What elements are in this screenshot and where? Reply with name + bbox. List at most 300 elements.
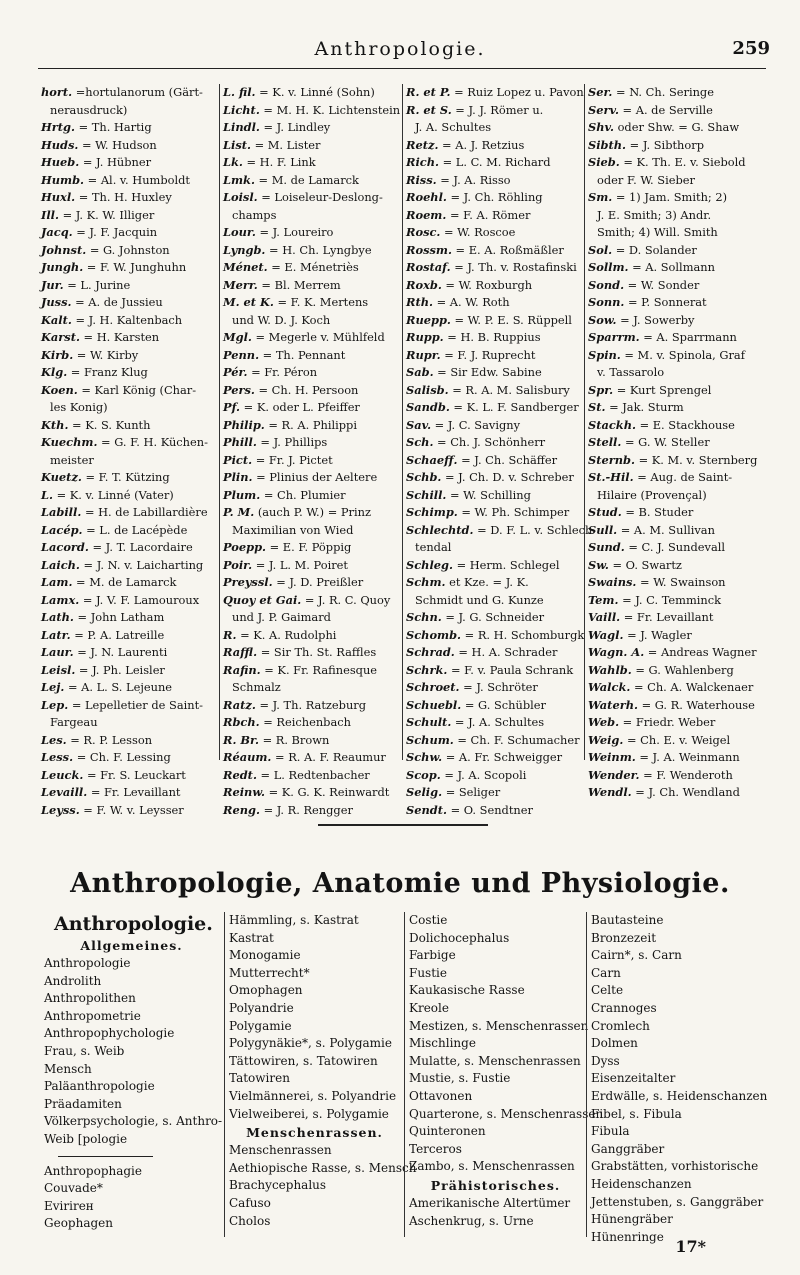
abbreviation-entry xyxy=(585,609,767,627)
abbreviation-key: Raffl. xyxy=(223,645,258,659)
abbreviation-entry xyxy=(220,277,402,295)
abbreviation-entry xyxy=(38,224,218,242)
abbreviation-expansion: = N. Ch. Seringe xyxy=(616,85,714,99)
abbreviation-expansion: = Ch. H. Persoon xyxy=(258,382,359,397)
abbreviation-entry xyxy=(38,172,218,190)
signature-mark: 17* xyxy=(675,1237,706,1256)
abbreviation-entry xyxy=(403,399,584,417)
abbreviation-entry xyxy=(220,592,402,610)
abbreviation-key: Salisb. xyxy=(406,382,449,397)
abbreviation-key: Vaill. xyxy=(588,610,621,624)
abbreviation-key: Leyss. xyxy=(41,802,80,817)
abbreviation-key: Réaum. xyxy=(223,750,272,764)
abbreviation-key: Sch. xyxy=(406,435,434,449)
abbreviation-key: Walck. xyxy=(588,680,631,694)
index-entry: Zambo, s. Menschenrassen xyxy=(409,1159,575,1174)
abbreviation-expansion: oder Shw. = G. Shaw xyxy=(617,120,740,134)
abbreviation-key: Preyssl. xyxy=(223,575,273,589)
abbreviation-expansion: = W. P. E. S. Rüppell xyxy=(454,312,572,327)
abbreviation-expansion: = J. A. Risso xyxy=(440,172,511,187)
abbreviation-entry xyxy=(220,329,402,347)
abbreviation-key: Jacq. xyxy=(41,225,73,239)
abbreviation-entry xyxy=(585,557,767,575)
abbreviation-entry xyxy=(220,767,402,785)
abbreviation-entry xyxy=(403,172,584,190)
abbreviation-expansion: = H. B. Ruppius xyxy=(447,330,541,344)
abbreviation-expansion: = J. Th. Ratzeburg xyxy=(259,697,367,712)
abbreviation-continuation: J. E. Smith; 3) Andr. xyxy=(597,207,712,222)
abbreviation-expansion: = R. Brown xyxy=(262,732,330,747)
abbreviation-entry xyxy=(585,294,767,312)
index-subheading: Allgemeines. xyxy=(80,938,183,953)
abbreviation-key: Kuechm. xyxy=(41,435,98,449)
abbreviation-entry xyxy=(38,802,218,820)
abbreviation-expansion: = J. C. Savigny xyxy=(434,417,521,432)
abbreviation-entry xyxy=(220,452,402,470)
abbreviation-entry xyxy=(220,802,402,820)
abbreviation-entry xyxy=(585,259,767,277)
index-entry: Cairn*, s. Carn xyxy=(591,948,682,963)
abbreviation-key: Schaeff. xyxy=(406,452,458,467)
abbreviation-expansion: = R. H. Schomburgk xyxy=(464,627,585,642)
abbreviation-key: Lej. xyxy=(41,680,65,694)
abbreviation-entry xyxy=(585,434,767,452)
abbreviation-key: Mgl. xyxy=(223,330,252,344)
abbreviation-entry xyxy=(585,574,767,592)
index-entry: Anthropologie xyxy=(44,956,131,970)
abbreviation-entry xyxy=(38,312,218,330)
abbreviation-entry xyxy=(38,609,218,627)
abbreviation-key: Reinw. xyxy=(223,785,265,799)
abbreviation-entry xyxy=(403,242,584,260)
abbreviation-expansion: = J. Schröter xyxy=(463,680,538,694)
index-entry: Carn xyxy=(591,965,621,980)
index-entry: Mensch xyxy=(44,1061,92,1076)
abbreviation-expansion: = Fr. Levaillant xyxy=(623,610,714,624)
abbreviation-expansion: = J. R. C. Quoy xyxy=(304,592,391,607)
abbreviation-expansion: = F. T. Kützing xyxy=(85,470,170,484)
abbreviation-expansion: = D. F. L. v. Schlech- xyxy=(477,522,597,537)
abbreviation-entry xyxy=(38,84,218,102)
abbreviation-key: Tem. xyxy=(588,592,619,607)
abbreviation-expansion: = Fr. Levaillant xyxy=(90,785,181,799)
abbreviation-expansion: = J. Ch. D. v. Schreber xyxy=(445,470,574,484)
abbreviation-expansion: = Lepelletier de Saint- xyxy=(71,697,204,712)
abbreviation-expansion: = F. J. Ruprecht xyxy=(444,347,536,362)
abbreviation-entry xyxy=(585,102,767,120)
abbreviation-entry xyxy=(38,434,218,452)
abbreviation-expansion: = K. G. K. Reinwardt xyxy=(268,785,390,799)
abbreviation-entry xyxy=(403,714,584,732)
abbreviation-key: Stackh. xyxy=(588,417,636,432)
abbreviation-entry xyxy=(585,382,767,400)
abbreviation-expansion: = Ch. F. Lessing xyxy=(76,750,171,764)
abbreviation-key: Laich. xyxy=(41,557,80,572)
abbreviation-key: Schill. xyxy=(406,487,447,502)
index-entry: Grabstätten, vorhistorische xyxy=(591,1159,759,1174)
abbreviation-expansion: = A. J. Retzius xyxy=(442,137,525,152)
index-entry: Cromlech xyxy=(591,1018,650,1033)
index-entry: Fustie xyxy=(409,965,447,980)
abbreviation-entry xyxy=(403,452,584,470)
abbreviation-entry xyxy=(585,644,767,662)
index-entry: Heidenschanzen xyxy=(591,1176,692,1191)
abbreviation-entry xyxy=(38,277,218,295)
abbreviation-entry xyxy=(403,294,584,312)
abbreviation-key: Huxl. xyxy=(41,190,76,204)
abbreviation-continuation: meister xyxy=(50,452,94,467)
abbreviation-key: L. xyxy=(41,487,53,502)
abbreviation-key: Lindl. xyxy=(223,120,260,134)
index-entry: Polyandrie xyxy=(229,1000,294,1015)
index-entry: Androlith xyxy=(44,973,102,988)
abbreviation-entry xyxy=(403,469,584,487)
abbreviation-key: Ser. xyxy=(588,85,613,99)
abbreviation-expansion: = Reichenbach xyxy=(263,715,351,729)
index-entry: Mischlinge xyxy=(409,1036,476,1051)
abbreviation-key: Pers. xyxy=(223,382,255,397)
abbreviation-entry xyxy=(38,504,218,522)
abbreviation-key: Shv. xyxy=(588,120,614,134)
abbreviation-key: Rich. xyxy=(406,155,439,169)
abbreviation-entry xyxy=(585,312,767,330)
abbreviation-key: Licht. xyxy=(223,102,260,117)
abbreviation-key: Rafin. xyxy=(223,662,261,677)
abbreviation-key: Klg. xyxy=(41,365,68,379)
abbreviation-key: Sm. xyxy=(588,190,613,204)
abbreviation-entry xyxy=(403,347,584,365)
abbreviation-entry xyxy=(585,242,767,260)
abbreviation-key: Ménet. xyxy=(223,260,268,274)
abbreviation-key: Plin. xyxy=(223,470,253,484)
abbreviation-expansion: = J. K. W. Illiger xyxy=(62,207,155,222)
abbreviation-expansion: = Aug. de Saint- xyxy=(637,470,733,484)
abbreviation-continuation: champs xyxy=(232,207,277,222)
abbreviation-expansion: = D. Solander xyxy=(615,242,697,257)
index-entry: Dolichocephalus xyxy=(409,930,510,945)
abbreviation-expansion: = J. Sibthorp xyxy=(629,137,704,152)
abbreviation-entry xyxy=(38,154,218,172)
index-entry: Frau, s. Weib xyxy=(44,1043,125,1058)
abbreviation-key: Reng. xyxy=(223,802,260,817)
abbreviation-expansion: = G. Schübler xyxy=(464,697,546,712)
abbreviation-expansion: = Megerle v. Mühlfeld xyxy=(255,330,385,344)
abbreviation-expansion: =hortulanorum (Gärt- xyxy=(75,85,203,99)
abbreviation-key: Schult. xyxy=(406,715,452,729)
abbreviation-key: Ratz. xyxy=(223,697,256,712)
index-entry: Fibel, s. Fibula xyxy=(591,1106,682,1121)
abbreviation-key: Spr. xyxy=(588,382,614,397)
abbreviation-entry xyxy=(585,767,767,785)
abbreviation-expansion: = P. A. Latreille xyxy=(74,627,165,642)
abbreviation-key: Jur. xyxy=(41,277,64,292)
abbreviation-expansion: = L. de Lacépède xyxy=(86,522,188,537)
abbreviation-key: Labill. xyxy=(41,505,82,519)
index-entry: Fibula xyxy=(591,1124,630,1139)
abbreviation-key: Stell. xyxy=(588,435,622,449)
page-number: 259 xyxy=(732,38,770,59)
abbreviation-entry xyxy=(38,242,218,260)
abbreviation-expansion: = J. Lindley xyxy=(263,120,331,134)
abbreviation-key: Poepp. xyxy=(223,540,266,554)
abbreviation-entry xyxy=(220,574,402,592)
abbreviation-expansion: = M. de Lamarck xyxy=(76,575,177,589)
abbreviation-key: Rth. xyxy=(406,295,433,309)
abbreviation-expansion: = M. H. K. Lichtenstein xyxy=(263,102,401,117)
abbreviation-expansion: = K. L. F. Sandberger xyxy=(453,400,579,414)
abbreviation-entry xyxy=(220,697,402,715)
abbreviation-entry xyxy=(38,679,218,697)
abbreviation-key: Schw. xyxy=(406,750,443,764)
abbreviation-entry xyxy=(585,277,767,295)
abbreviation-key: Sandb. xyxy=(406,400,450,414)
index-entry: Costie xyxy=(409,913,448,927)
abbreviation-expansion: = A. Sparrmann xyxy=(643,330,737,344)
abbreviation-key: Sonn. xyxy=(588,295,625,309)
abbreviation-key: Wender. xyxy=(588,767,640,782)
index-entry: Polygamie xyxy=(229,1018,292,1033)
abbreviation-entry xyxy=(38,749,218,767)
abbreviation-key: Swains. xyxy=(588,575,637,589)
index-entry: Tättowiren, s. Tatowiren xyxy=(229,1053,378,1068)
abbreviation-key: R. et P. xyxy=(406,85,451,99)
abbreviation-key: Schrad. xyxy=(406,645,455,659)
abbreviation-expansion: (auch P. W.) = Prinz xyxy=(257,505,371,519)
abbreviation-expansion: = J. C. Temminck xyxy=(622,592,722,607)
index-entry: Paläanthropologie xyxy=(44,1079,155,1094)
abbreviation-key: Waterh. xyxy=(588,697,638,712)
abbreviation-key: Schlechtd. xyxy=(406,522,474,537)
index-entry: Kastrat xyxy=(229,930,274,945)
abbreviation-key: Loisl. xyxy=(223,190,258,204)
index-entry: Anthropophagie xyxy=(44,1163,142,1178)
abbreviation-entry xyxy=(403,504,584,522)
abbreviation-key: Levaill. xyxy=(41,785,88,799)
abbreviation-expansion: = Th. H. Huxley xyxy=(78,190,172,204)
abbreviation-expansion: = Franz Klug xyxy=(70,365,148,379)
abbreviation-key: R. Br. xyxy=(223,732,259,747)
abbreviation-key: Wagn. A. xyxy=(588,645,645,659)
abbreviation-expansion: = J. N. Laurenti xyxy=(77,645,168,659)
index-entry: Kaukasische Rasse xyxy=(409,983,525,998)
abbreviation-entry xyxy=(585,539,767,557)
abbreviation-entry xyxy=(38,189,218,207)
abbreviation-key: Rupp. xyxy=(406,330,444,344)
index-entry: Quarterone, s. Menschenrassen xyxy=(409,1106,604,1121)
abbreviation-entry xyxy=(220,259,402,277)
abbreviation-expansion: = K. A. Rudolphi xyxy=(240,627,337,642)
abbreviation-entry xyxy=(38,294,218,312)
abbreviation-expansion: = Th. Hartig xyxy=(78,120,152,134)
abbreviation-entry xyxy=(403,557,584,575)
abbreviation-entry xyxy=(585,749,767,767)
abbreviation-expansion: = Th. Pennant xyxy=(262,347,346,362)
abbreviation-expansion: = Karl König (Char- xyxy=(81,382,197,397)
abbreviation-columns xyxy=(38,84,766,817)
abbreviation-expansion: = Ruiz Lopez u. Pavon xyxy=(454,85,584,99)
abbreviation-entry xyxy=(403,574,584,592)
abbreviation-expansion: = L. C. M. Richard xyxy=(442,155,551,169)
abbreviation-expansion: = F. Wenderoth xyxy=(643,767,733,782)
abbreviation-entry xyxy=(38,592,218,610)
abbreviation-expansion: = J. Ch. Röhling xyxy=(450,190,543,204)
abbreviation-entry xyxy=(220,644,402,662)
abbreviation-key: Humb. xyxy=(41,172,85,187)
abbreviation-key: Rupr. xyxy=(406,347,441,362)
abbreviation-key: Merr. xyxy=(223,277,258,292)
abbreviation-key: Roxb. xyxy=(406,277,442,292)
abbreviation-entry xyxy=(38,382,218,400)
abbreviation-key: Phill. xyxy=(223,435,257,449)
abbreviation-key: List. xyxy=(223,137,251,152)
abbreviation-expansion: = W. Schilling xyxy=(450,487,531,502)
abbreviation-expansion: = Ch. F. Schumacher xyxy=(457,732,580,747)
abbreviation-key: Lam. xyxy=(41,575,73,589)
abbreviation-entry xyxy=(38,207,218,225)
abbreviation-expansion: = J. N. v. Laicharting xyxy=(83,557,204,572)
abbreviation-expansion: = J. G. Schneider xyxy=(445,610,545,624)
index-entry: Dyss xyxy=(591,1053,620,1068)
abbreviation-key: Laur. xyxy=(41,645,74,659)
abbreviation-expansion: = W. Roscoe xyxy=(444,225,516,239)
abbreviation-key: Leisl. xyxy=(41,662,76,677)
abbreviation-continuation: Smith; 4) Will. Smith xyxy=(597,225,718,239)
abbreviation-key: M. et K. xyxy=(223,295,274,309)
abbreviation-entry xyxy=(220,189,402,207)
abbreviation-entry xyxy=(403,697,584,715)
abbreviation-expansion: = O. Swartz xyxy=(612,557,682,572)
abbreviation-key: Sav. xyxy=(406,417,432,432)
abbreviation-entry xyxy=(585,714,767,732)
abbreviation-key: Wagl. xyxy=(588,627,624,642)
abbreviation-entry xyxy=(220,714,402,732)
abbreviation-entry xyxy=(38,417,218,435)
abbreviation-key: Johnst. xyxy=(41,242,87,257)
abbreviation-expansion: = W. Swainson xyxy=(640,575,726,589)
abbreviation-key: Riss. xyxy=(406,172,437,187)
abbreviation-expansion: = A. Fr. Schweigger xyxy=(445,750,563,764)
abbreviation-expansion: = P. Sonnerat xyxy=(627,295,707,309)
abbreviation-entry xyxy=(403,189,584,207)
abbreviation-expansion: = H. F. Link xyxy=(246,155,316,169)
abbreviation-entry xyxy=(220,557,402,575)
abbreviation-entry xyxy=(38,784,218,802)
abbreviation-expansion: = Fr. J. Pictet xyxy=(255,452,333,467)
abbreviation-expansion: = J. Ch. Wendland xyxy=(635,785,740,799)
abbreviation-expansion: = J. A. Scopoli xyxy=(444,767,527,782)
abbreviation-key: Karst. xyxy=(41,330,80,344)
abbreviation-entry xyxy=(585,119,767,137)
index-entry: Tatowiren xyxy=(229,1071,290,1086)
abbreviation-expansion: = J. Loureiro xyxy=(259,225,334,239)
abbreviation-key: Sund. xyxy=(588,540,625,554)
abbreviation-expansion: = Fr. Péron xyxy=(251,365,318,379)
index-entry: Evirirен xyxy=(44,1198,94,1213)
abbreviation-key: Jungh. xyxy=(41,260,84,274)
abbreviation-expansion: = K. Fr. Rafinesque xyxy=(264,662,378,677)
abbreviation-expansion: = J. Sowerby xyxy=(620,312,695,327)
index-entry: Geophagen xyxy=(44,1216,113,1231)
abbreviation-entry xyxy=(585,732,767,750)
abbreviation-expansion: = Fr. S. Leuckart xyxy=(86,767,186,782)
abbreviation-entry xyxy=(403,749,584,767)
index-entry: Bronzezeit xyxy=(591,930,657,945)
abbreviation-entry xyxy=(585,522,767,540)
abbreviation-key: Sol. xyxy=(588,242,613,257)
abbreviation-expansion: = Herm. Schlegel xyxy=(456,557,560,572)
abbreviation-expansion: = K. Th. E. v. Siebold xyxy=(623,155,746,169)
index-entry: Omophagen xyxy=(229,983,303,998)
abbreviation-key: Les. xyxy=(41,732,67,747)
abbreviation-entry xyxy=(38,364,218,382)
abbreviation-entry xyxy=(585,627,767,645)
abbreviation-expansion: = W. Ph. Schimper xyxy=(461,505,570,519)
abbreviation-entry xyxy=(38,119,218,137)
abbreviation-key: Weig. xyxy=(588,732,624,747)
abbreviation-expansion: = A. M. Sullivan xyxy=(620,522,715,537)
index-entry: Eisenzeitalter xyxy=(591,1071,676,1086)
index-entry: Farbige xyxy=(409,948,456,963)
abbreviation-key: Sendt. xyxy=(406,802,447,817)
abbreviation-key: Lamx. xyxy=(41,592,80,607)
abbreviation-expansion: = Loiseleur-Deslong- xyxy=(261,190,383,204)
index-entry: Hünengräber xyxy=(591,1212,673,1227)
abbreviation-expansion: = K. v. Linné (Vater) xyxy=(56,487,174,502)
index-entry: Monogamie xyxy=(229,948,301,963)
abbreviation-key: Lacord. xyxy=(41,540,89,554)
index-entry: Völkerpsychologie, s. Anthro- xyxy=(44,1114,223,1129)
abbreviation-entry xyxy=(220,732,402,750)
abbreviation-key: Schm. xyxy=(406,575,446,589)
index-columns xyxy=(40,912,768,1244)
abbreviation-expansion: = M. de Lamarck xyxy=(258,172,359,187)
abbreviation-expansion: = Bl. Merrem xyxy=(261,277,341,292)
abbreviation-key: Wahlb. xyxy=(588,662,632,677)
index-entry: Erdwälle, s. Heidenschanzen xyxy=(591,1088,768,1103)
abbreviation-expansion: = Ch. J. Schönherr xyxy=(437,435,546,449)
index-entry: Präadamiten xyxy=(44,1096,122,1111)
abbreviation-column xyxy=(402,84,597,817)
abbreviation-entry xyxy=(403,259,584,277)
abbreviation-continuation: Fargeau xyxy=(50,715,98,729)
abbreviation-key: Kth. xyxy=(41,417,69,432)
index-entry: Menschenrassen xyxy=(229,1143,332,1158)
abbreviation-continuation: tendal xyxy=(415,540,452,554)
abbreviation-expansion: = Plinius der Aeltere xyxy=(256,470,378,484)
abbreviation-key: Ill. xyxy=(41,207,59,222)
abbreviation-entry xyxy=(220,154,402,172)
abbreviation-key: Redt. xyxy=(223,767,257,782)
abbreviation-entry xyxy=(38,329,218,347)
abbreviation-expansion: = F. A. Römer xyxy=(449,207,531,222)
abbreviation-expansion: = Sir Th. St. Raffles xyxy=(260,645,377,659)
abbreviation-expansion: = F. W. Junghuhn xyxy=(86,260,187,274)
abbreviation-continuation: und W. D. J. Koch xyxy=(232,312,331,327)
abbreviation-expansion: = J. Phillips xyxy=(260,435,328,449)
abbreviation-expansion: = F. v. Paula Schrank xyxy=(450,662,574,677)
abbreviation-key: Sull. xyxy=(588,522,618,537)
abbreviation-entry xyxy=(403,277,584,295)
abbreviation-key: St. xyxy=(588,400,606,414)
abbreviation-entry xyxy=(585,662,767,680)
abbreviation-expansion: = C. J. Sundevall xyxy=(628,540,726,554)
abbreviation-expansion: = J. R. Rengger xyxy=(263,802,353,817)
abbreviation-continuation: J. A. Schultes xyxy=(415,120,492,134)
abbreviation-key: Schum. xyxy=(406,732,454,747)
abbreviation-column xyxy=(584,84,767,799)
abbreviation-key: Rostaf. xyxy=(406,260,451,274)
abbreviation-expansion: = K. M. v. Sternberg xyxy=(638,452,758,467)
